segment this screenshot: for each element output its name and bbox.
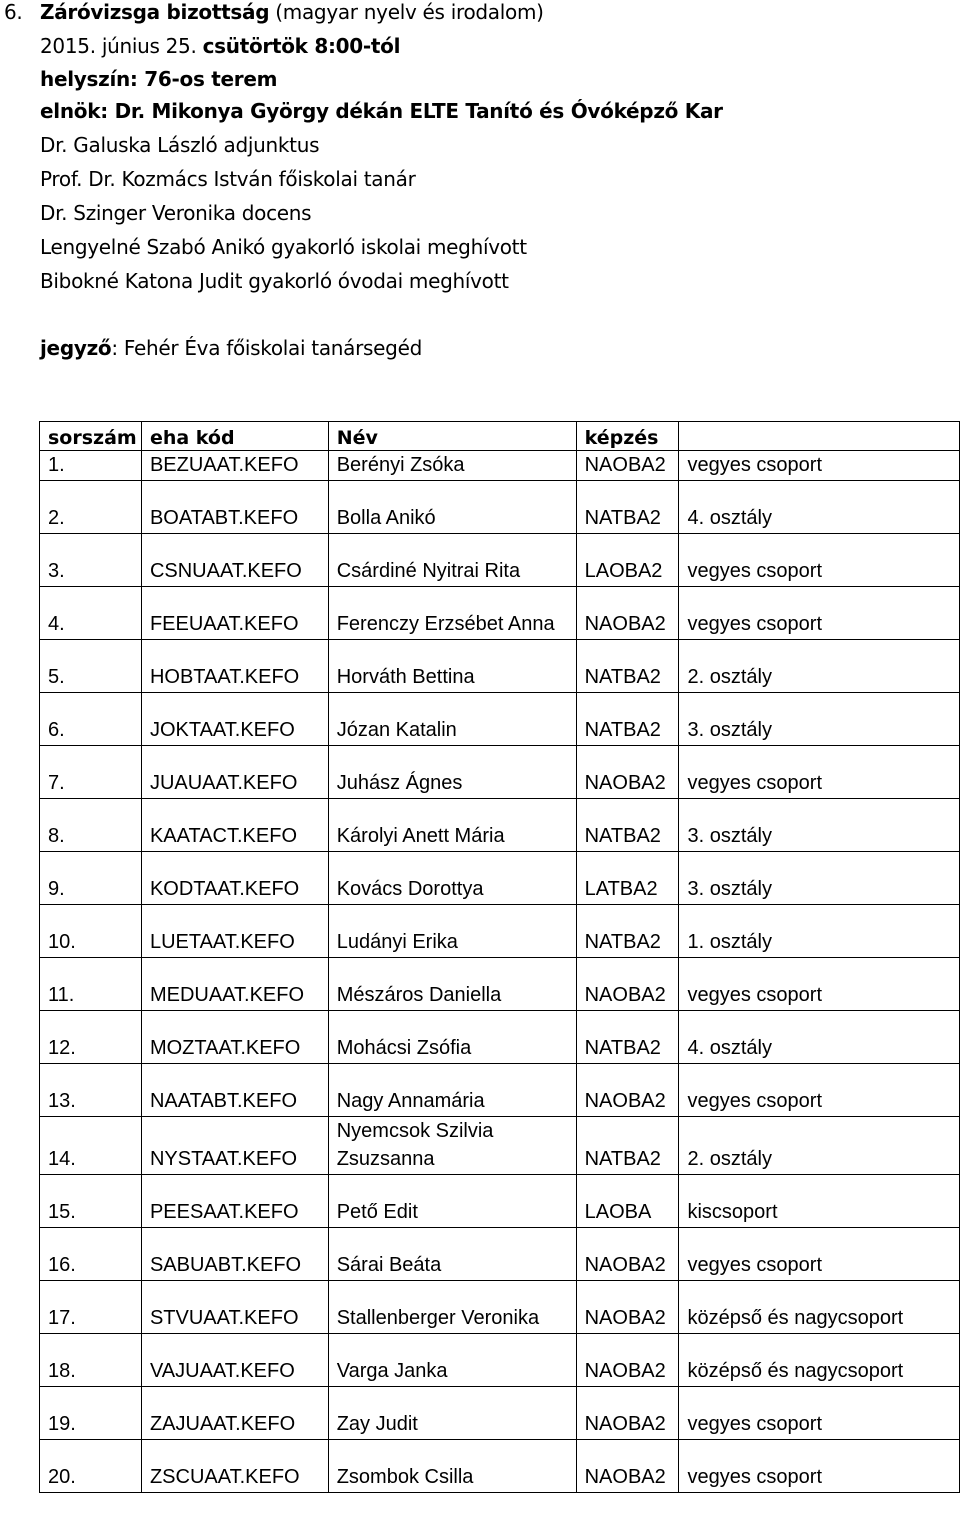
eha-code: ZSCUAAT.KEFO: [141, 1440, 328, 1493]
committee-title: [40, 0, 544, 24]
row-number: 6.: [40, 693, 142, 746]
eha-code: FEEUAAT.KEFO: [141, 587, 328, 640]
program-code: NATBA2: [576, 799, 679, 852]
column-header: [679, 422, 960, 451]
class-group: 3. osztály: [679, 852, 960, 905]
class-group: vegyes csoport: [679, 958, 960, 1011]
student-name: Varga Janka: [328, 1334, 576, 1387]
committee-member: Lengyelné Szabó Anikó gyakorló iskolai meghívott: [40, 235, 527, 259]
row-number: 4.: [40, 587, 142, 640]
committee-secretary: [40, 336, 422, 360]
row-number: 5.: [40, 640, 142, 693]
program-code: LATBA2: [576, 852, 679, 905]
committee-member: Dr. Galuska László adjunktus: [40, 133, 320, 157]
table-row: [40, 958, 960, 1011]
student-name: Mészáros Daniella: [328, 958, 576, 1011]
class-group: 1. osztály: [679, 905, 960, 958]
committee-title-bold: Záróvizsga bizottság: [40, 0, 270, 24]
table-row: [40, 1440, 960, 1493]
row-number: 8.: [40, 799, 142, 852]
eha-code: BOATABT.KEFO: [141, 481, 328, 534]
row-number: 19.: [40, 1387, 142, 1440]
eha-code: KAATACT.KEFO: [141, 799, 328, 852]
student-name: Nagy Annamária: [328, 1064, 576, 1117]
committee-member: Prof. Dr. Kozmács István főiskolai tanár: [40, 167, 416, 191]
class-group: kiscsoport: [679, 1175, 960, 1228]
class-group: 3. osztály: [679, 693, 960, 746]
column-header: Név: [328, 422, 576, 451]
row-number: 15.: [40, 1175, 142, 1228]
student-name: Ludányi Erika: [328, 905, 576, 958]
table-row: [40, 587, 960, 640]
row-number: 20.: [40, 1440, 142, 1493]
student-name: Berényi Zsóka: [328, 451, 576, 481]
program-code: NAOBA2: [576, 1334, 679, 1387]
committee-member: Bibokné Katona Judit gyakorló óvodai meghívott: [40, 269, 509, 293]
program-code: NATBA2: [576, 1117, 679, 1175]
program-code: NAOBA2: [576, 1064, 679, 1117]
table-row: [40, 451, 960, 481]
table-row: [40, 1387, 960, 1440]
table-row: [40, 534, 960, 587]
column-header: eha kód: [141, 422, 328, 451]
exam-date: [40, 34, 400, 58]
program-code: NAOBA2: [576, 1387, 679, 1440]
row-number: 16.: [40, 1228, 142, 1281]
student-name: Zay Judit: [328, 1387, 576, 1440]
table-row: [40, 481, 960, 534]
student-name: Károlyi Anett Mária: [328, 799, 576, 852]
exam-location: helyszín: 76-os terem: [40, 67, 278, 91]
eha-code: MEDUAAT.KEFO: [141, 958, 328, 1011]
row-number: 11.: [40, 958, 142, 1011]
class-group: középső és nagycsoport: [679, 1334, 960, 1387]
chair-label: elnök:: [40, 99, 115, 123]
program-code: NAOBA2: [576, 451, 679, 481]
row-number: 9.: [40, 852, 142, 905]
eha-code: JUAUAAT.KEFO: [141, 746, 328, 799]
class-group: 4. osztály: [679, 481, 960, 534]
eha-code: BEZUAAT.KEFO: [141, 451, 328, 481]
row-number: 17.: [40, 1281, 142, 1334]
class-group: vegyes csoport: [679, 451, 960, 481]
table-row: [40, 746, 960, 799]
eha-code: NYSTAAT.KEFO: [141, 1117, 328, 1175]
exam-date-bold: csütörtök 8:00-tól: [202, 34, 401, 58]
class-group: középső és nagycsoport: [679, 1281, 960, 1334]
secretary-name: : Fehér Éva főiskolai tanársegéd: [111, 336, 422, 360]
program-code: NAOBA2: [576, 746, 679, 799]
program-code: NATBA2: [576, 1011, 679, 1064]
class-group: vegyes csoport: [679, 587, 960, 640]
eha-code: NAATABT.KEFO: [141, 1064, 328, 1117]
student-name: Zsombok Csilla: [328, 1440, 576, 1493]
student-name: Kovács Dorottya: [328, 852, 576, 905]
row-number: 1.: [40, 451, 142, 481]
eha-code: CSNUAAT.KEFO: [141, 534, 328, 587]
program-code: NAOBA2: [576, 1440, 679, 1493]
student-name: Juhász Ágnes: [328, 746, 576, 799]
row-number: 12.: [40, 1011, 142, 1064]
program-code: NATBA2: [576, 481, 679, 534]
committee-member: Dr. Szinger Veronika docens: [40, 201, 312, 225]
program-code: NAOBA2: [576, 958, 679, 1011]
row-number: 3.: [40, 534, 142, 587]
eha-code: HOBTAAT.KEFO: [141, 640, 328, 693]
program-code: NAOBA2: [576, 1228, 679, 1281]
student-name: Bolla Anikó: [328, 481, 576, 534]
row-number: 13.: [40, 1064, 142, 1117]
table-row: [40, 1064, 960, 1117]
eha-code: VAJUAAT.KEFO: [141, 1334, 328, 1387]
student-name: Csárdiné Nyitrai Rita: [328, 534, 576, 587]
committee-chair: [40, 99, 723, 123]
row-number: 7.: [40, 746, 142, 799]
table-row: [40, 1011, 960, 1064]
class-group: vegyes csoport: [679, 746, 960, 799]
program-code: NATBA2: [576, 693, 679, 746]
student-name: Sárai Beáta: [328, 1228, 576, 1281]
class-group: 2. osztály: [679, 640, 960, 693]
exam-date-plain: 2015. június 25.: [40, 34, 203, 58]
class-group: vegyes csoport: [679, 534, 960, 587]
eha-code: LUETAAT.KEFO: [141, 905, 328, 958]
chair-name: Dr. Mikonya György dékán ELTE Tanító és Óvóképző Kar: [114, 99, 723, 123]
program-code: NAOBA2: [576, 1281, 679, 1334]
eha-code: JOKTAAT.KEFO: [141, 693, 328, 746]
student-table: [39, 421, 960, 1493]
eha-code: PEESAAT.KEFO: [141, 1175, 328, 1228]
table-row: [40, 1281, 960, 1334]
table-row: [40, 640, 960, 693]
class-group: vegyes csoport: [679, 1064, 960, 1117]
class-group: 4. osztály: [679, 1011, 960, 1064]
program-code: NATBA2: [576, 905, 679, 958]
student-name: Józan Katalin: [328, 693, 576, 746]
table-row: [40, 852, 960, 905]
table-row: [40, 1228, 960, 1281]
eha-code: KODTAAT.KEFO: [141, 852, 328, 905]
section-number: 6.: [4, 0, 23, 24]
student-name: Pető Edit: [328, 1175, 576, 1228]
table-row: [40, 1175, 960, 1228]
table-row: [40, 693, 960, 746]
eha-code: SABUABT.KEFO: [141, 1228, 328, 1281]
student-name: Nyemcsok Szilvia Zsuzsanna: [328, 1117, 576, 1175]
column-header: képzés: [576, 422, 679, 451]
student-name: Ferenczy Erzsébet Anna: [328, 587, 576, 640]
student-name: Mohácsi Zsófia: [328, 1011, 576, 1064]
secretary-label: jegyző: [40, 336, 112, 360]
program-code: NATBA2: [576, 640, 679, 693]
table-header-row: [40, 422, 960, 451]
student-name: Horváth Bettina: [328, 640, 576, 693]
eha-code: STVUAAT.KEFO: [141, 1281, 328, 1334]
class-group: vegyes csoport: [679, 1440, 960, 1493]
row-number: 10.: [40, 905, 142, 958]
program-code: NAOBA2: [576, 587, 679, 640]
table-row: [40, 1334, 960, 1387]
student-name: Stallenberger Veronika: [328, 1281, 576, 1334]
eha-code: MOZTAAT.KEFO: [141, 1011, 328, 1064]
class-group: vegyes csoport: [679, 1228, 960, 1281]
table-row: [40, 905, 960, 958]
column-header: sorszám: [40, 422, 142, 451]
row-number: 18.: [40, 1334, 142, 1387]
program-code: LAOBA2: [576, 534, 679, 587]
eha-code: ZAJUAAT.KEFO: [141, 1387, 328, 1440]
committee-title-rest: (magyar nyelv és irodalom): [269, 0, 544, 24]
class-group: 2. osztály: [679, 1117, 960, 1175]
table-row: [40, 799, 960, 852]
row-number: 14.: [40, 1117, 142, 1175]
row-number: 2.: [40, 481, 142, 534]
table-row: [40, 1117, 960, 1175]
program-code: LAOBA: [576, 1175, 679, 1228]
class-group: vegyes csoport: [679, 1387, 960, 1440]
class-group: 3. osztály: [679, 799, 960, 852]
